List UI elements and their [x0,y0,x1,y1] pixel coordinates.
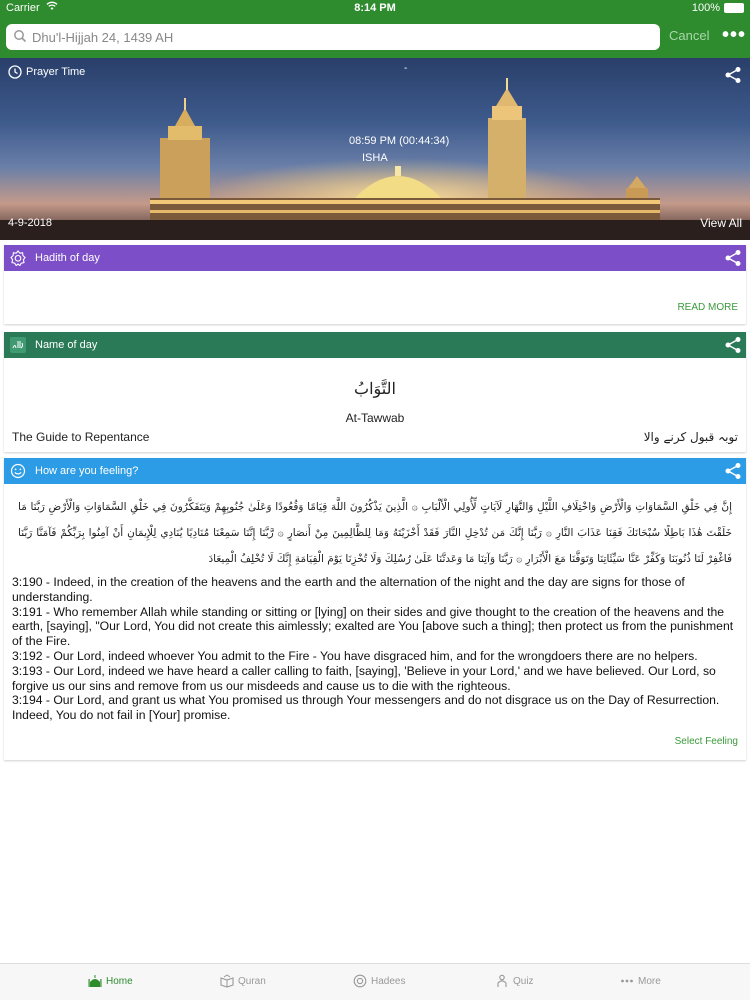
mosque-icon [88,974,102,988]
search-input[interactable] [32,27,652,47]
clock-time: 8:14 PM [354,2,396,14]
share-icon[interactable] [724,462,742,480]
clock-icon [8,65,22,79]
battery-icon [724,3,744,13]
name-of-day-title: Name of day [35,339,98,351]
quran-book-icon [220,974,234,988]
status-bar [0,0,750,16]
name-english-meaning: The Guide to Repentance [12,430,150,444]
tab-home[interactable] [88,974,133,988]
share-icon[interactable] [724,66,742,84]
feeling-title: How are you feeling? [35,465,139,477]
read-more-link[interactable]: READ MORE [677,302,738,313]
name-of-day-header [4,332,746,358]
feeling-header [4,458,746,484]
select-feeling-link[interactable]: Select Feeling [674,736,738,747]
hadith-of-day-card [4,245,746,324]
more-icon [620,974,634,988]
feeling-card [4,458,746,760]
prayer-time-label [8,65,85,79]
name-urdu-meaning: توبہ قبول کرنے والا [643,430,738,444]
tab-quiz-label: Quiz [513,975,534,987]
name-arabic: التَّوَابُ [354,379,396,398]
allah-calligraphy-icon [10,337,26,353]
battery-percent: 100% [691,2,720,14]
tab-home-label: Home [106,975,133,987]
tab-hadees-label: Hadees [371,975,406,987]
search-field[interactable] [6,24,660,50]
hadith-title: Hadith of day [35,252,100,264]
prayer-time-title: Prayer Time [26,66,86,78]
tab-bar [0,963,750,1000]
verse-translation: 3:190 - Indeed, in the creation of the heavens and the earth and the alternation of the night and the day are signs for those of understanding. [12,575,685,604]
search-icon [13,29,27,43]
smiley-icon [10,463,26,479]
tab-hadees[interactable] [353,974,405,988]
verse-translation: 3:193 - Our Lord, indeed we have heard a caller calling to faith, [saying], 'Believe in your Lord,' and we have believed. Our Lord, so forgive us our sins and remove from us our misdeeds and cause us to die with the righteous. [12,663,716,693]
next-prayer-time: 08:59 PM (00:44:34) [349,135,450,147]
verse-translation: 3:194 - Our Lord, and grant us what You promised us through Your messengers and do not disgrace us on the Day of Resurrection. Indeed, You do not fail in [Your] promise. [12,693,720,723]
hadees-badge-icon [353,974,367,988]
next-prayer-name: ISHA [362,152,388,164]
hadith-header [4,245,746,271]
gregorian-date: 4-9-2018 [8,217,53,229]
tab-quran[interactable] [220,974,266,988]
name-transliteration: At-Tawwab [345,411,405,425]
tab-quran-label: Quran [238,975,266,987]
mosque-illustration [0,58,750,240]
cancel-button[interactable]: Cancel [669,28,710,43]
name-of-day-card [4,332,746,452]
banner-separator: - [404,63,408,74]
tab-more[interactable] [620,974,661,988]
verse-translation: 3:191 - Who remember Allah while standing or sitting or [lying] on their sides and give thought to the creation of the heavens and the earth, [saying], "Our Lord, You did not create this aimlessly; exalted are You [above such a thing]; then protect us from the punishment of the Fire. [12,604,734,649]
share-icon[interactable] [724,249,742,267]
share-icon[interactable] [724,336,742,354]
quiz-icon [495,974,509,988]
tab-more-label: More [638,975,661,987]
verse-translation: 3:192 - Our Lord, indeed whoever You admit to the Fire - You have disgraced him, and for the wrongdoers there are no helpers. [12,648,698,663]
hadith-badge-icon [10,250,26,266]
quran-arabic-text: إِنَّ فِي خَلْقِ السَّمَاوَاتِ وَالْأَرْضِ وَاخْتِلَافِ اللَّيْلِ وَالنَّهَارِ لَآيَاتٍ لِّأُولِي الْأَلْبَابِ ۞ الَّذِينَ يَذْكُرُونَ اللَّهَ قِيَامًا وَقُعُودًا وَعَلَىٰ جُنُوبِهِمْ وَيَتَفَكَّرُونَ فِي خَلْقِ السَّمَاوَاتِ وَالْأَرْضِ رَبَّنَا مَا خَلَقْتَ هَٰذَا بَاطِلًا سُبْحَانَكَ فَقِنَا عَذَابَ النَّارِ ۞ رَبَّنَا إِنَّكَ مَن تُدْخِلِ النَّارَ فَقَدْ أَخْزَيْتَهُ وَمَا لِلظَّالِمِينَ مِنْ أَنصَارٍ ۞ رَّبَّنَا إِنَّنَا سَمِعْنَا مُنَادِيًا يُنَادِي لِلْإِيمَانِ أَنْ آمِنُوا بِرَبِّكُمْ فَآمَنَّا رَبَّنَا فَاغْفِرْ لَنَا ذُنُوبَنَا وَكَفِّرْ عَنَّا سَيِّئَاتِنَا وَتَوَفَّنَا مَعَ الْأَبْرَارِ ۞ رَبَّنَا وَآتِنَا مَا وَعَدتَّنَا عَلَىٰ رُسُلِكَ وَلَا تُخْزِنَا يَوْمَ الْقِيَامَةِ إِنَّكَ لَا تُخْلِفُ الْمِيعَادَ [18,501,732,565]
view-all-link[interactable]: View All [700,216,742,230]
carrier-label: Carrier [6,2,40,14]
search-bar [0,16,750,58]
more-options-icon[interactable]: ••• [722,24,747,46]
tab-quiz[interactable] [495,974,534,988]
prayer-time-banner[interactable] [0,58,750,240]
quran-translation [12,575,740,723]
